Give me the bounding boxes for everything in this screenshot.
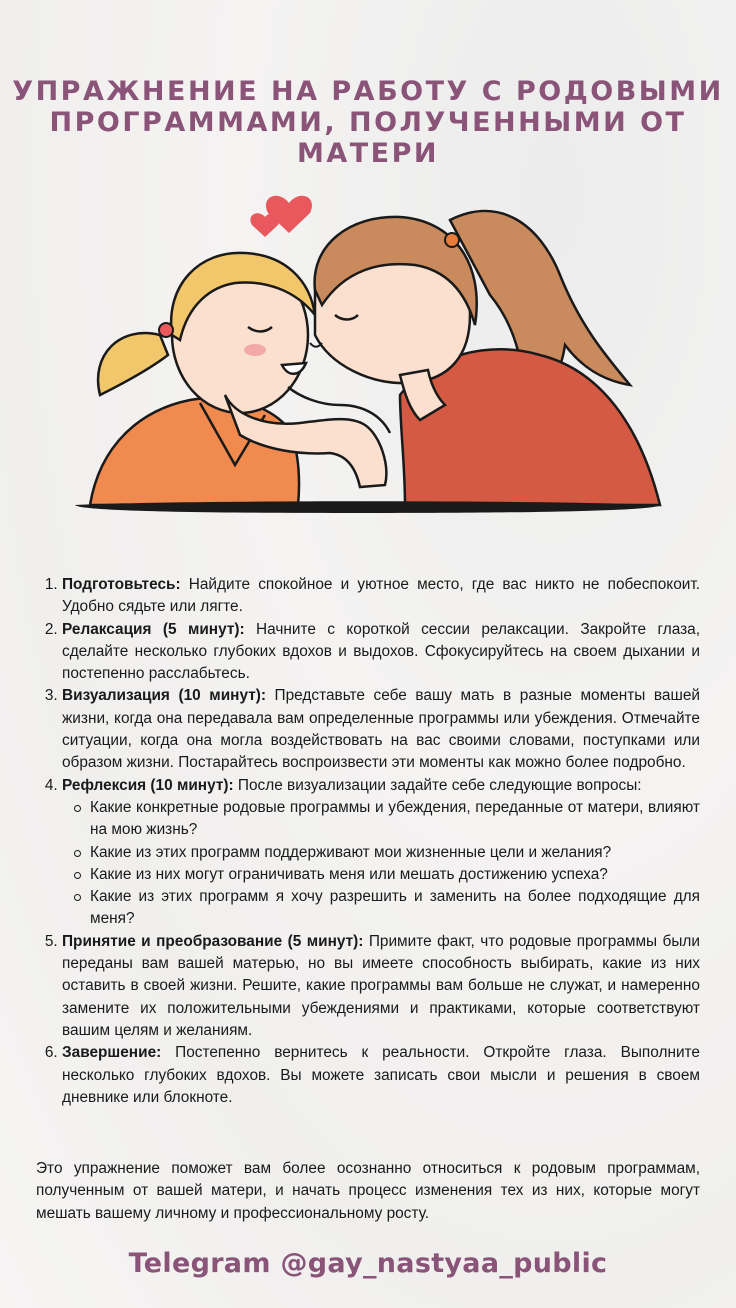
question-item: Какие из этих программ поддерживают мои жизненные цели и желания? [90, 842, 700, 864]
reflection-questions [62, 797, 700, 931]
mother-kissing-daughter-illustration [60, 165, 670, 530]
telegram-handle: Telegram @gay_nastyaa_public [128, 1248, 608, 1279]
step-lead: Рефлексия (10 минут): [62, 776, 234, 794]
step-text: После визуализации задайте себе следующие вопросы: [233, 776, 642, 794]
step-3 [62, 685, 700, 774]
step-lead: Принятие и преобразование (5 минут): [62, 932, 364, 950]
title-line-2: ПРОГРАММАМИ, ПОЛУЧЕННЫМИ ОТ МАТЕРИ [49, 107, 687, 170]
step-text: Постепенно вернитесь к реальности. Откройте глаза. Выполните несколько глубоких вдохов. Вы можете записать свои мысли и решения в своем дневнике или блокноте. [62, 1044, 700, 1106]
step-text: Найдите спокойное и уютное место, где вас никто не побеспокоит. Удобно сядьте или лягте. [62, 576, 700, 616]
step-text: Примите факт, что родовые программы были переданы вам вашей матерью, но вы имеете способность выбирать, какие из них оставить в своей жизни. Решите, какие программы вам больше не служат, и намеренно замените их положительными убеждениями и практиками, которые соответствуют вашим целям и желаниям. [62, 932, 700, 1039]
step-4 [62, 775, 700, 931]
step-lead: Релаксация (5 минут): [62, 620, 245, 638]
exercise-steps [36, 574, 700, 1109]
step-lead: Подготовьтесь: [62, 576, 181, 593]
step-6 [62, 1042, 700, 1109]
question-item: Какие из этих программ я хочу разрешить и заменить на более подходящие для меня? [90, 886, 700, 931]
step-2 [62, 619, 700, 686]
question-item: Какие из них могут ограничивать меня или мешать достижению успеха? [90, 864, 700, 886]
outro-paragraph: Это упражнение поможет вам более осознанно относиться к родовым программам, полученным от вашей матери, и начать процесс изменения тех из них, которые могут мешать вашему личному и профессиональному росту. [36, 1160, 700, 1222]
step-lead: Визуализация (10 минут): [62, 687, 266, 705]
step-lead: Завершение: [62, 1044, 162, 1062]
heart-icon-small [250, 213, 279, 237]
question-item: Какие конкретные родовые программы и убеждения, переданные от матери, влияют на мою жизнь? [90, 797, 700, 842]
step-1 [62, 574, 700, 619]
page-title [0, 76, 736, 169]
step-5 [62, 931, 700, 1042]
step-text: Начните с короткой сессии релаксации. Закройте глаза, сделайте несколько глубоких вдохов и выдохов. Сфокусируйтесь на своем дыхании и постепенно расслабьтесь. [62, 620, 700, 683]
step-text: Представьте себе вашу мать в разные моменты вашей жизни, когда она передавала вам определенные программы или убеждения. Отмечайте ситуации, когда она могла воздействовать на вас своими словами, поступками или образом жизни. Постарайтесь воспроизвести эти моменты как можно более подробно. [62, 687, 700, 772]
title-line-1: УПРАЖНЕНИЕ НА РАБОТУ С РОДОВЫМИ [12, 76, 724, 108]
